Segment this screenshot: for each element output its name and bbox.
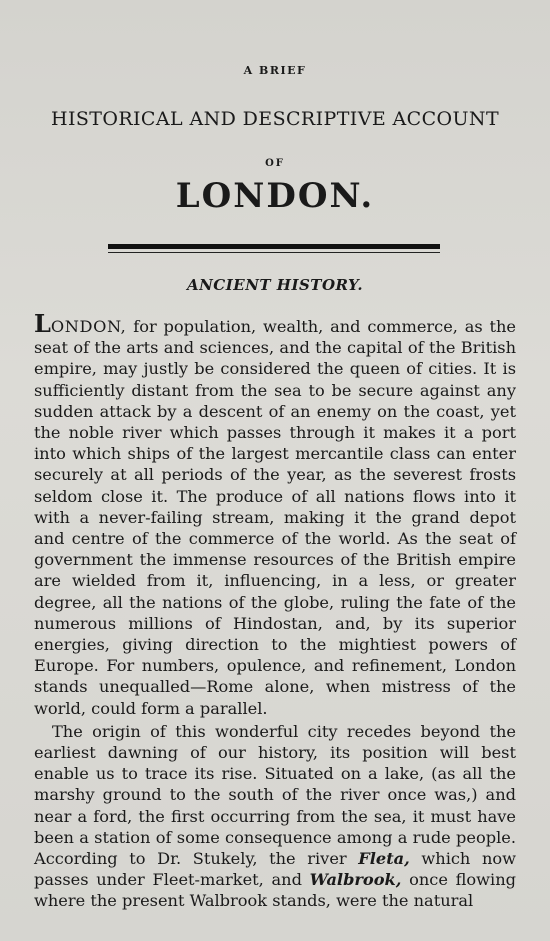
first-word: ONDON, bbox=[50, 317, 127, 336]
section-heading: ANCIENT HISTORY. bbox=[186, 276, 364, 294]
drop-cap: L bbox=[34, 309, 51, 338]
paragraph-2 bbox=[34, 721, 516, 912]
page-title: HISTORICAL AND DESCRIPTIVE ACCOUNT bbox=[50, 108, 500, 130]
paragraph-2-text-a: The origin of this wonderful city recedes beyond the earliest dawning of our history, its position will best enable us to trace its rise. Situated on a lake, (as all the marshy ground to the south of the river once was,) and near a ford, the first occurring from the sea, it must have been a station of some consequence among a rude people. According to Dr. Stukely, the river bbox=[34, 721, 516, 869]
title-rule-thick bbox=[108, 244, 440, 249]
paragraph-1-text: for population, wealth, and commerce, as the seat of the arts and sciences, and the capital of the British empire, may justly be considered the queen of cities. It is sufficiently distant from the sea to be secure against any sudden attack by a descent of an enemy on the coast, yet the noble river which passes through it makes it a port into which ships of the largest mercantile class can enter securely at all periods of the year, as the severest frosts seldom close it. The produce of all nations flows into it with a never-failing stream, making it the grand depot and centre of the commerce of the world. As the seat of government the immense resources of the British empire are wielded from it, influencing, in a less, or greater degree, all the nations of the globe, ruling the fate of the numerous millions of Hindostan, and, by its superior energies, giving direction to the mightiest powers of Europe. For numbers, opulence, and refinement, London stands unequalled—Rome alone, when mistress of the world, could form a parallel. bbox=[34, 317, 516, 718]
paragraph-1 bbox=[34, 309, 516, 719]
river-fleta: Fleta, bbox=[358, 849, 410, 869]
river-walbrook: Walbrook, bbox=[309, 870, 402, 890]
paragraph-2-text-b: which now passes under Fleet-market, and bbox=[34, 849, 516, 890]
pre-title: A BRIEF bbox=[243, 64, 307, 77]
body-text bbox=[34, 309, 516, 912]
title-connector: OF bbox=[265, 158, 285, 169]
main-title: LONDON. bbox=[175, 176, 375, 216]
title-rule-thin bbox=[108, 252, 440, 253]
paragraph-2-text-c: once flowing where the present Walbrook stands, were the natural bbox=[34, 870, 516, 911]
